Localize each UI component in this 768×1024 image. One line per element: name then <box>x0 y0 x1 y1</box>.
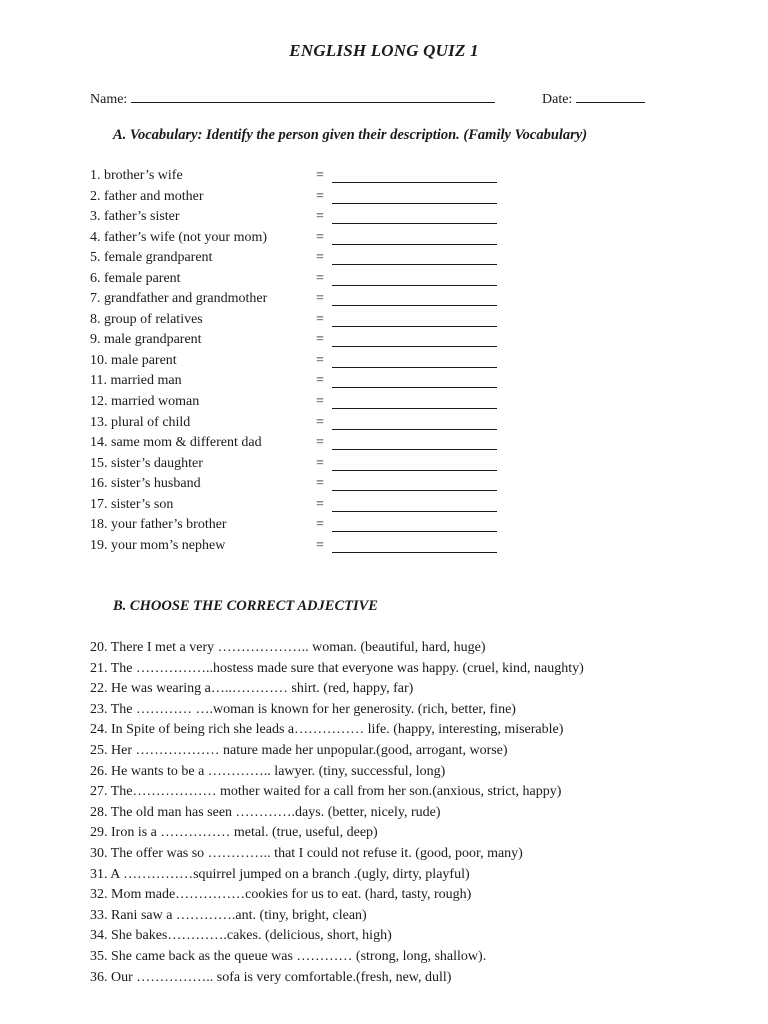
adjective-question: 26. He wants to be a ………….. lawyer. (tiny, successful, long) <box>90 763 446 779</box>
answer-blank[interactable] <box>332 326 497 327</box>
vocab-item <box>90 474 510 495</box>
date-blank[interactable] <box>576 89 645 103</box>
vocab-item <box>90 330 510 351</box>
answer-blank[interactable] <box>332 408 497 409</box>
vocab-prompt: 11. married man <box>90 373 182 389</box>
equals-sign: = <box>316 455 324 471</box>
answer-blank[interactable] <box>332 552 497 553</box>
vocab-prompt: 1. brother’s wife <box>90 168 183 183</box>
vocab-prompt: 10. male parent <box>90 352 177 368</box>
quiz-title: ENGLISH LONG QUIZ 1 <box>289 41 479 60</box>
answer-blank[interactable] <box>332 244 497 245</box>
vocab-prompt: 9. male grandparent <box>90 332 202 348</box>
vocab-prompt: 7. grandfather and grandmother <box>90 291 268 307</box>
section-b-heading: B. CHOOSE THE CORRECT ADJECTIVE <box>113 598 378 614</box>
vocab-prompt: 8. group of relatives <box>90 311 203 327</box>
equals-sign: = <box>316 229 324 245</box>
adjective-question: 23. The ………… ….woman is known for her generosity. (rich, better, fine) <box>90 701 516 717</box>
vocab-item <box>90 228 510 249</box>
equals-sign: = <box>316 250 324 266</box>
vocab-prompt: 3. father’s sister <box>90 209 180 225</box>
vocab-item <box>90 289 510 310</box>
adjective-question: 35. She came back as the queue was ………… (strong, long, shallow). <box>90 948 487 964</box>
adjective-question: 34. She bakes………….cakes. (delicious, short, high) <box>90 928 392 944</box>
date-label: Date: <box>542 92 573 107</box>
vocab-item <box>90 495 510 516</box>
answer-blank[interactable] <box>332 449 497 450</box>
equals-sign: = <box>316 435 324 451</box>
vocab-item <box>90 413 510 434</box>
vocab-item <box>90 207 510 228</box>
vocab-item <box>90 371 510 392</box>
vocab-item <box>90 515 510 536</box>
equals-sign: = <box>316 209 324 225</box>
adjective-question: 36. Our …………….. sofa is very comfortable.(fresh, new, dull) <box>90 969 452 985</box>
equals-sign: = <box>316 270 324 286</box>
vocab-item <box>90 187 510 208</box>
vocab-prompt: 16. sister’s husband <box>90 476 201 492</box>
answer-blank[interactable] <box>332 531 497 532</box>
adjective-question: 25. Her ……………… nature made her unpopular.(good, arrogant, worse) <box>90 742 508 758</box>
name-label: Name: <box>90 92 128 107</box>
answer-blank[interactable] <box>332 346 497 347</box>
vocab-item <box>90 351 510 372</box>
vocab-prompt: 6. female parent <box>90 270 181 286</box>
answer-blank[interactable] <box>332 264 497 265</box>
adjective-question: 24. In Spite of being rich she leads a…………… life. (happy, interesting, miserable) <box>90 722 564 738</box>
answer-blank[interactable] <box>332 305 497 306</box>
vocab-prompt: 12. married woman <box>90 394 200 410</box>
answer-blank[interactable] <box>332 470 497 471</box>
adjective-question: 30. The offer was so ………….. that I could not refuse it. (good, poor, many) <box>90 845 523 861</box>
vocab-prompt: 14. same mom & different dad <box>90 435 262 451</box>
answer-blank[interactable] <box>332 285 497 286</box>
vocab-item <box>90 454 510 475</box>
vocab-prompt: 19. your mom’s nephew <box>90 537 226 553</box>
answer-blank[interactable] <box>332 511 497 512</box>
equals-sign: = <box>316 476 324 492</box>
answer-blank[interactable] <box>332 223 497 224</box>
equals-sign: = <box>316 291 324 307</box>
vocab-prompt: 5. female grandparent <box>90 250 213 266</box>
equals-sign: = <box>316 188 324 204</box>
answer-blank[interactable] <box>332 490 497 491</box>
vocab-item <box>90 269 510 290</box>
answer-blank[interactable] <box>332 387 497 388</box>
vocab-prompt: 15. sister’s daughter <box>90 455 203 471</box>
equals-sign: = <box>316 394 324 410</box>
equals-sign: = <box>316 517 324 533</box>
adjective-question: 22. He was wearing a…..………… shirt. (red, happy, far) <box>90 681 414 697</box>
equals-sign: = <box>316 496 324 512</box>
adjective-question: 28. The old man has seen ………….days. (better, nicely, rude) <box>90 804 441 820</box>
vocab-prompt: 4. father’s wife (not your mom) <box>90 229 268 245</box>
adjective-question: 27. The……………… mother waited for a call from her son.(anxious, strict, happy) <box>90 784 562 800</box>
vocab-item <box>90 433 510 454</box>
equals-sign: = <box>316 414 324 430</box>
equals-sign: = <box>316 373 324 389</box>
vocab-prompt: 2. father and mother <box>90 188 204 204</box>
date-field-row <box>542 89 645 108</box>
vocab-prompt: 13. plural of child <box>90 414 191 430</box>
adjective-question-list <box>90 638 584 988</box>
vocab-prompt: 18. your father’s brother <box>90 517 227 533</box>
adjective-question: 33. Rani saw a ………….ant. (tiny, bright, clean) <box>90 907 367 923</box>
vocab-prompt: 17. sister’s son <box>90 496 174 512</box>
answer-blank[interactable] <box>332 367 497 368</box>
adjective-question: 29. Iron is a …………… metal. (true, useful, deep) <box>90 825 378 841</box>
vocab-item <box>90 248 510 269</box>
answer-blank[interactable] <box>332 203 497 204</box>
equals-sign: = <box>316 332 324 348</box>
name-field-row <box>90 89 495 108</box>
adjective-question: 21. The ……………..hostess made sure that everyone was happy. (cruel, kind, naughty) <box>90 660 584 676</box>
name-blank[interactable] <box>131 89 495 103</box>
vocabulary-list <box>90 166 510 556</box>
equals-sign: = <box>316 352 324 368</box>
vocab-item <box>90 536 510 557</box>
equals-sign: = <box>316 537 324 553</box>
adjective-question: 31. A ……………squirrel jumped on a branch .(ugly, dirty, playful) <box>90 866 470 882</box>
adjective-question: 32. Mom made……………cookies for us to eat. (hard, tasty, rough) <box>90 887 472 903</box>
equals-sign: = <box>316 168 324 183</box>
vocab-item <box>90 392 510 413</box>
equals-sign: = <box>316 311 324 327</box>
vocab-item <box>90 310 510 331</box>
answer-blank[interactable] <box>332 429 497 430</box>
answer-blank[interactable] <box>332 182 497 183</box>
section-a-heading: A. Vocabulary: Identify the person given their description. (Family Vocabulary) <box>113 127 588 143</box>
vocab-item <box>90 166 510 187</box>
adjective-question: 20. There I met a very ……………….. woman. (beautiful, hard, huge) <box>90 640 486 655</box>
